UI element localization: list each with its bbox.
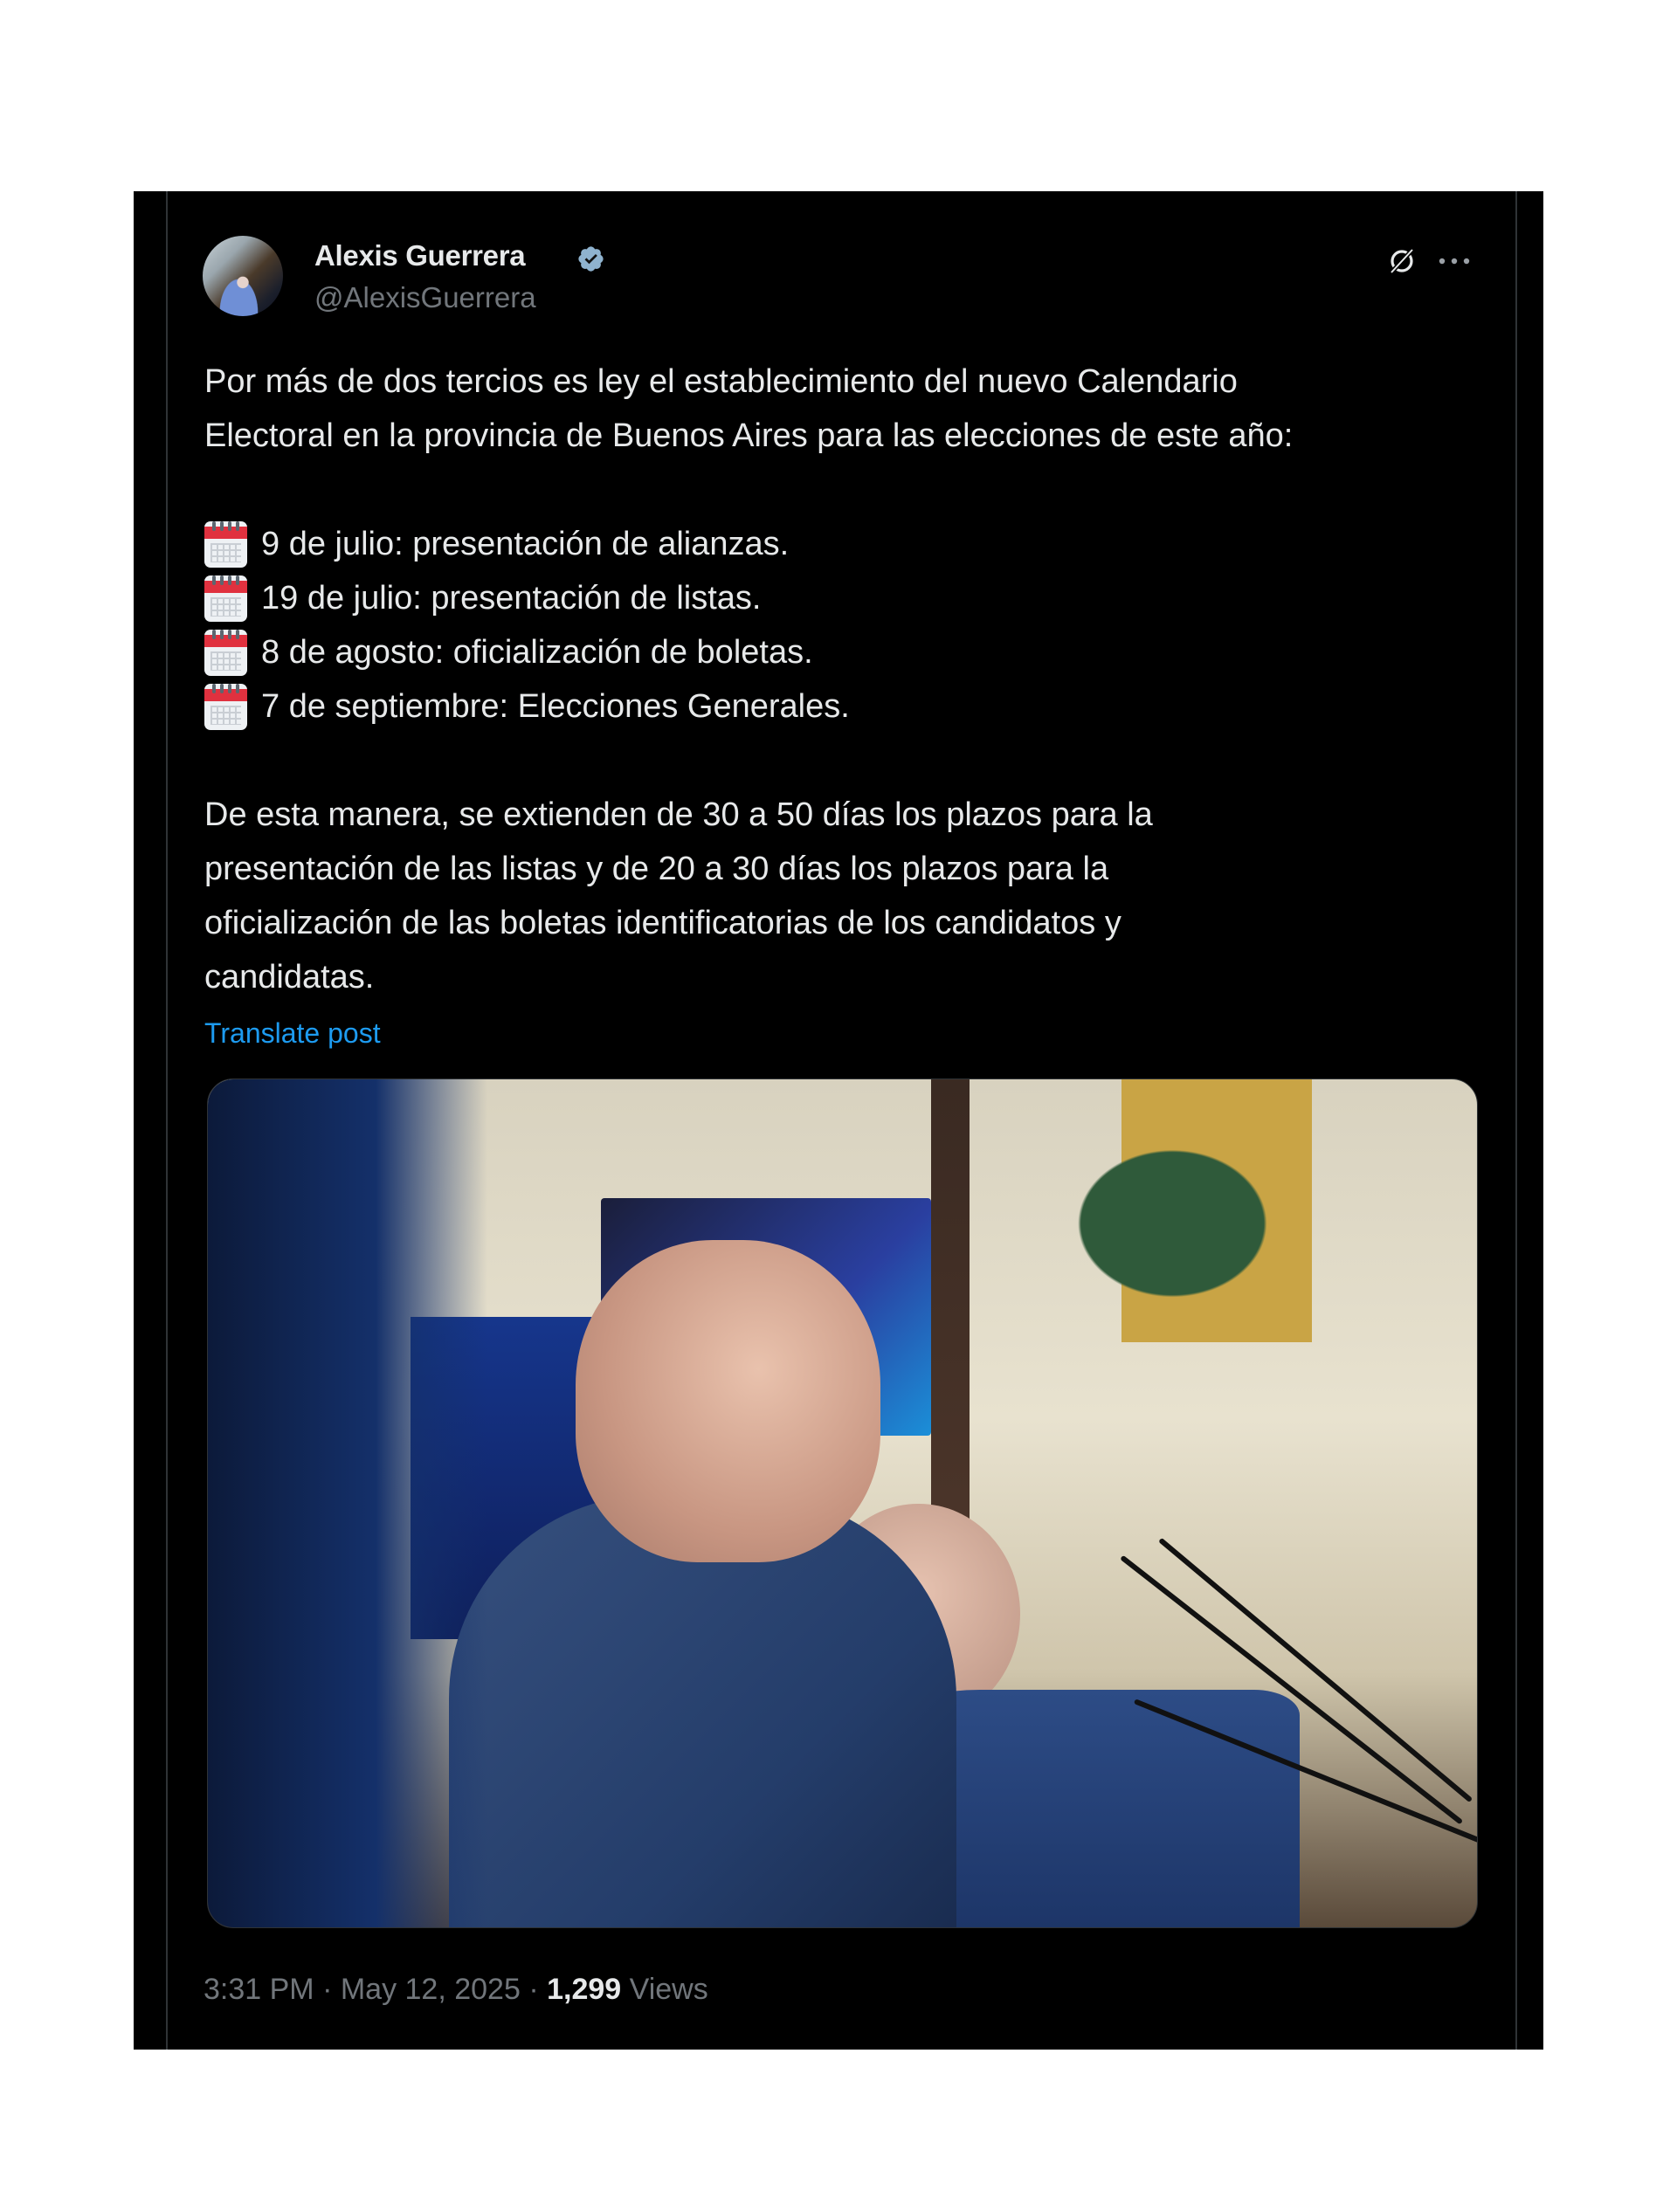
views-label: Views	[629, 1973, 708, 2006]
closing-line: candidatas.	[204, 959, 375, 996]
post-time[interactable]: 3:31 PM	[204, 1973, 314, 2006]
closing-line: De esta manera, se extienden de 30 a 50 días los plazos para la	[204, 796, 1153, 833]
post-text	[204, 355, 1488, 1004]
post-card	[134, 191, 1543, 2050]
timeline-left-border	[166, 191, 168, 2050]
schedule-text: 8 de agosto: oficialización de boletas.	[261, 634, 813, 671]
closing-line: presentación de las listas y de 20 a 30 días los plazos para la	[204, 851, 1109, 887]
schedule-text: 19 de julio: presentación de listas.	[261, 580, 762, 617]
grok-icon[interactable]	[1384, 244, 1419, 279]
schedule-item	[204, 679, 1488, 734]
views-count: 1,299	[547, 1973, 622, 2006]
calendar-icon	[204, 521, 247, 568]
post-meta	[204, 1973, 708, 2007]
photo-foreground-blur	[208, 1079, 487, 1927]
more-options-icon[interactable]	[1437, 255, 1472, 267]
intro-line: Por más de dos tercios es ley el establecimiento del nuevo Calendario	[204, 363, 1238, 400]
calendar-icon	[204, 575, 247, 622]
post-photo[interactable]	[207, 1078, 1478, 1928]
timeline-right-border	[1515, 191, 1517, 2050]
schedule-item	[204, 625, 1488, 679]
author-handle[interactable]: @AlexisGuerrera	[314, 281, 536, 314]
meta-separator: ·	[314, 1973, 341, 2006]
translate-post-link[interactable]: Translate post	[204, 1017, 381, 1049]
schedule-item	[204, 517, 1488, 571]
schedule-text: 7 de septiembre: Elecciones Generales.	[261, 688, 850, 725]
avatar[interactable]	[203, 236, 283, 316]
schedule-item	[204, 571, 1488, 625]
post-date[interactable]: May 12, 2025	[340, 1973, 521, 2006]
calendar-icon	[204, 630, 247, 676]
photo-main-person-head	[576, 1240, 880, 1562]
schedule-text: 9 de julio: presentación de alianzas.	[261, 526, 790, 562]
verified-badge-icon[interactable]	[576, 245, 605, 273]
closing-line: oficialización de las boletas identificatorias de los candidatos y	[204, 905, 1121, 941]
author-name[interactable]: Alexis Guerrera	[314, 239, 526, 272]
meta-separator: ·	[520, 1973, 548, 2006]
intro-line: Electoral en la provincia de Buenos Aires para las elecciones de este año:	[204, 417, 1294, 454]
calendar-icon	[204, 684, 247, 730]
